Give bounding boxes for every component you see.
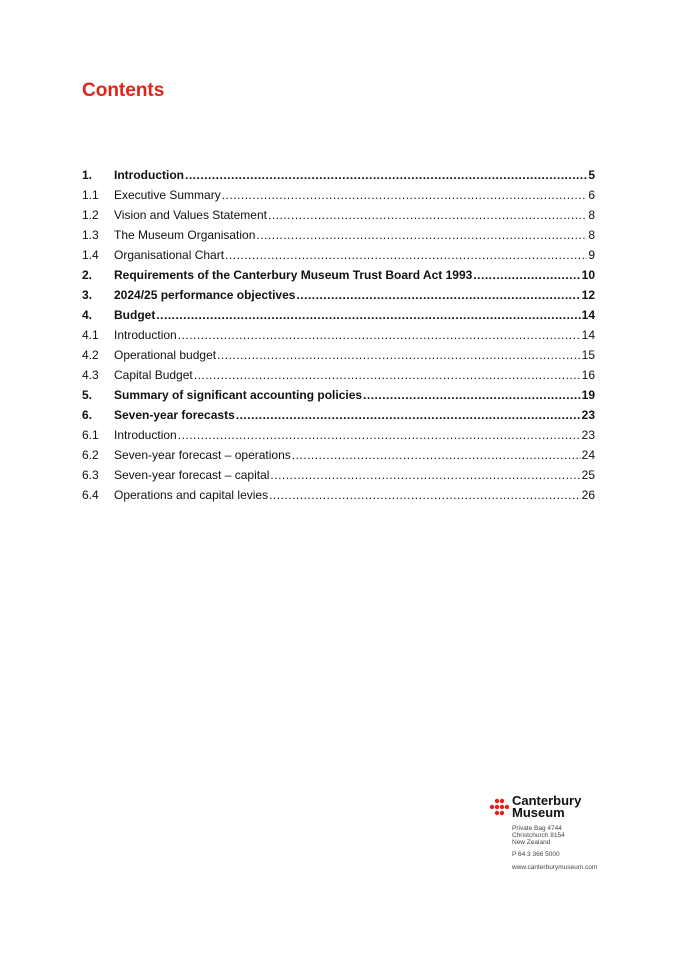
toc-entry-number: 6. (82, 408, 93, 422)
toc-entry-number: 5. (82, 388, 93, 402)
toc-entry-title: Operations and capital levies (114, 488, 269, 502)
toc-entry-page: 9 (588, 248, 595, 262)
toc-entry[interactable] (82, 185, 595, 205)
toc-entry[interactable] (82, 225, 595, 245)
toc-entry-number: 2. (82, 268, 93, 282)
toc-entry-title: Requirements of the Canterbury Museum Trust Board Act 1993 (114, 268, 473, 282)
toc-entry[interactable] (82, 425, 595, 445)
toc-entry-title: Introduction (114, 328, 177, 342)
toc-entry-page: 6 (588, 188, 595, 202)
toc-dot-leader (156, 305, 580, 325)
address-line: Christchurch 8154 (512, 832, 565, 839)
toc-entry-number: 4. (82, 308, 93, 322)
toc-dot-leader (256, 225, 587, 245)
toc-entry-title: Summary of significant accounting policies (114, 388, 363, 402)
toc-dot-leader (217, 345, 581, 365)
toc-entry-title: Seven-year forecast – capital (114, 468, 270, 482)
toc-entry-page: 19 (581, 388, 595, 402)
toc-dot-leader (194, 365, 581, 385)
toc-entry-title: Budget (114, 308, 156, 322)
toc-entry[interactable] (82, 485, 595, 505)
toc-entry-number: 1.1 (82, 188, 99, 202)
toc-dot-leader (292, 445, 581, 465)
toc-entry[interactable] (82, 325, 595, 345)
toc-entry-number: 1. (82, 168, 93, 182)
toc-entry-title: Seven-year forecast – operations (114, 448, 291, 462)
toc-entry-page: 23 (581, 408, 595, 422)
toc-entry[interactable] (82, 405, 595, 425)
toc-entry-number: 4.3 (82, 368, 99, 382)
toc-entry-title: Introduction (114, 428, 177, 442)
toc-dot-leader (178, 425, 581, 445)
toc-entry[interactable] (82, 305, 595, 325)
toc-dot-leader (222, 185, 588, 205)
toc-entry-number: 6.1 (82, 428, 99, 442)
toc-entry-page: 23 (581, 428, 595, 442)
toc-entry-number: 6.3 (82, 468, 99, 482)
address-line: Private Bag 4744 (512, 825, 562, 832)
museum-website: www.canterburymuseum.com (512, 864, 598, 871)
toc-entry-number: 1.3 (82, 228, 99, 242)
toc-dot-leader (178, 325, 581, 345)
museum-name-line2: Museum (512, 805, 565, 820)
toc-entry-number: 1.4 (82, 248, 99, 262)
toc-entry-title: Introduction (114, 168, 184, 182)
toc-entry-page: 8 (588, 228, 595, 242)
toc-entry[interactable] (82, 285, 595, 305)
museum-name-line1: Canterbury (512, 793, 582, 808)
toc-entry-title: Vision and Values Statement (114, 208, 267, 222)
toc-entry[interactable] (82, 265, 595, 285)
museum-logo-icon (489, 797, 509, 817)
toc-entry-number: 1.2 (82, 208, 99, 222)
toc-entry-number: 6.4 (82, 488, 99, 502)
toc-entry[interactable] (82, 345, 595, 365)
toc-entry-page: 12 (581, 288, 595, 302)
toc-entry-title: Seven-year forecasts (114, 408, 235, 422)
toc-entry-page: 5 (588, 168, 595, 182)
toc-entry[interactable] (82, 245, 595, 265)
toc-entry[interactable] (82, 205, 595, 225)
toc-dot-leader (185, 165, 587, 185)
toc-dot-leader (296, 285, 580, 305)
toc-entry-title: Executive Summary (114, 188, 221, 202)
toc-entry-page: 8 (588, 208, 595, 222)
museum-name (512, 795, 581, 819)
museum-logo-block (489, 795, 619, 871)
toc-dot-leader (236, 405, 581, 425)
toc-entry-number: 4.1 (82, 328, 99, 342)
toc-entry-page: 14 (581, 308, 595, 322)
museum-phone: P 64 3 366 5000 (512, 851, 560, 858)
toc-entry[interactable] (82, 385, 595, 405)
toc-dot-leader (363, 385, 581, 405)
toc-entry-page: 15 (581, 348, 595, 362)
toc-entry-number: 6.2 (82, 448, 99, 462)
toc-entry-page: 26 (581, 488, 595, 502)
toc-entry-title: 2024/25 performance objectives (114, 288, 296, 302)
toc-entry-number: 3. (82, 288, 93, 302)
toc-dot-leader (269, 485, 581, 505)
toc-entry-page: 14 (581, 328, 595, 342)
museum-address (512, 825, 619, 846)
toc-entry-page: 10 (581, 268, 595, 282)
toc-entry-page: 24 (581, 448, 595, 462)
toc-entry[interactable] (82, 165, 595, 185)
toc-entry[interactable] (82, 365, 595, 385)
table-of-contents (82, 165, 595, 505)
toc-entry-title: Capital Budget (114, 368, 193, 382)
address-line: New Zealand (512, 839, 551, 846)
toc-entry-page: 16 (581, 368, 595, 382)
toc-dot-leader (225, 245, 587, 265)
toc-entry-title: Operational budget (114, 348, 217, 362)
toc-entry-title: The Museum Organisation (114, 228, 256, 242)
toc-entry-number: 4.2 (82, 348, 99, 362)
toc-dot-leader (270, 465, 580, 485)
toc-entry[interactable] (82, 465, 595, 485)
page-title: Contents (82, 80, 165, 101)
toc-entry-page: 25 (581, 468, 595, 482)
toc-dot-leader (473, 265, 580, 285)
toc-dot-leader (268, 205, 587, 225)
toc-entry[interactable] (82, 445, 595, 465)
toc-entry-title: Organisational Chart (114, 248, 225, 262)
